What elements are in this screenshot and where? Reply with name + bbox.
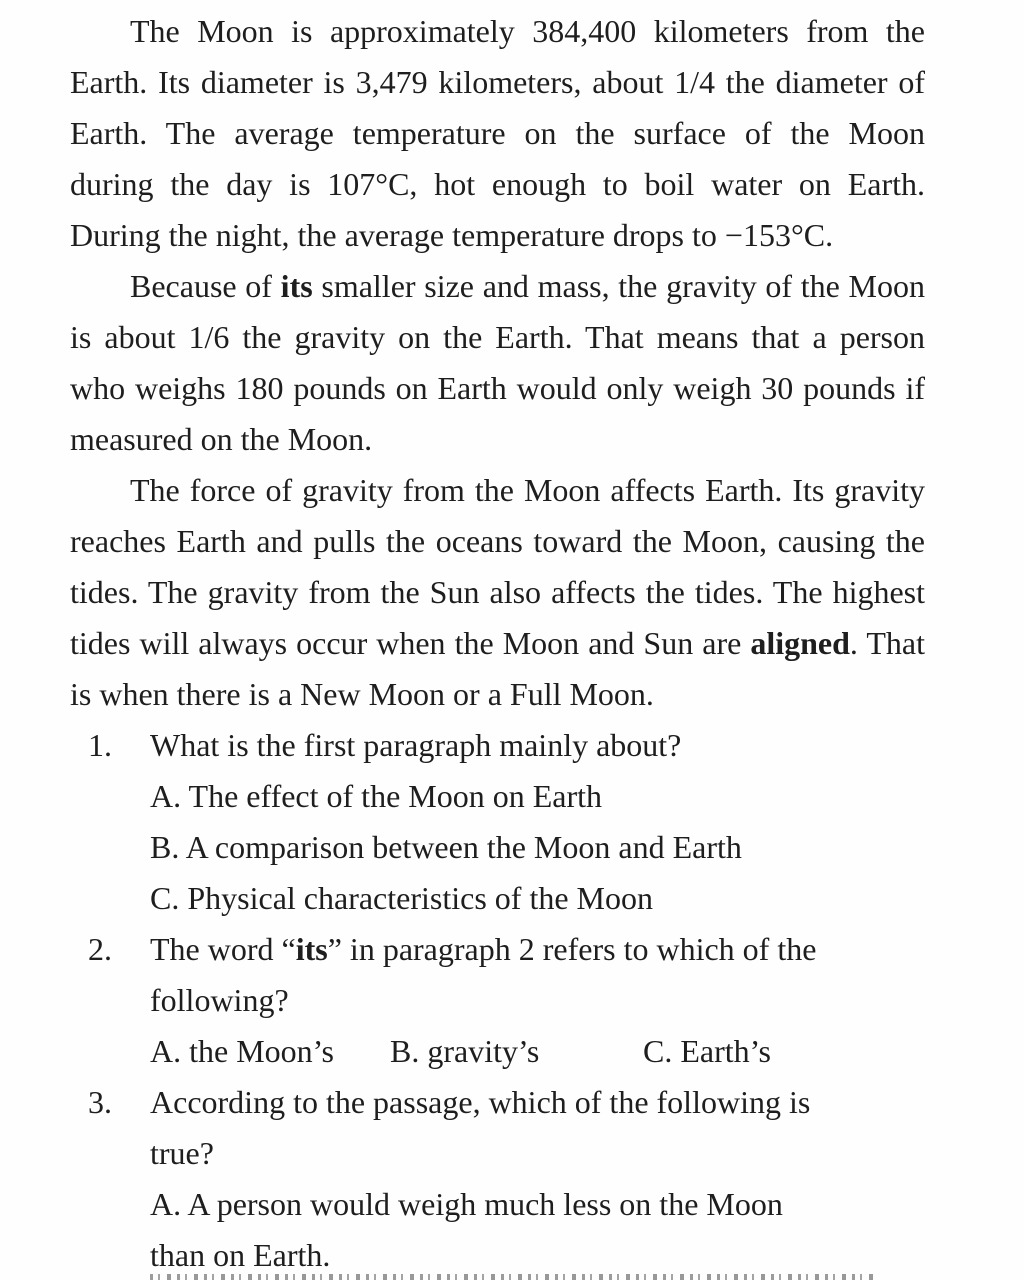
passage-paragraph	[70, 465, 925, 720]
question-body	[150, 720, 1024, 924]
passage-paragraph	[70, 261, 925, 465]
passage-line	[70, 6, 925, 57]
text-run: The force of gravity from the Moon affects Earth. Its gravity	[130, 472, 925, 508]
text-run: true?	[150, 1135, 214, 1171]
passage-line	[70, 516, 925, 567]
question-body	[150, 924, 1024, 1077]
passage-paragraph	[70, 6, 925, 261]
question-prompt-line	[150, 924, 1024, 975]
bold-text: its	[295, 931, 328, 967]
answer-option: B. A comparison between the Moon and Earth	[150, 829, 742, 865]
passage-line	[70, 261, 925, 312]
question-item	[88, 924, 1024, 1077]
cutoff-text-line	[150, 1274, 875, 1280]
text-run: who weighs 180 pounds on Earth would only weigh 30 pounds if	[70, 370, 925, 406]
passage-line	[70, 669, 925, 720]
text-run: Earth. The average temperature on the surface of the Moon	[70, 115, 925, 151]
question-prompt-line	[150, 720, 1024, 771]
text-run: is when there is a New Moon or a Full Moon.	[70, 676, 654, 712]
text-run: According to the passage, which of the following is	[150, 1084, 811, 1120]
passage-line	[70, 618, 925, 669]
text-run: reaches Earth and pulls the oceans toward the Moon, causing the	[70, 523, 925, 559]
text-run: ” in paragraph 2 refers to which of the	[327, 931, 817, 967]
text-run: measured on the Moon.	[70, 421, 373, 457]
question-number: 2.	[88, 931, 112, 967]
passage-line	[70, 312, 925, 363]
options-row	[150, 1026, 1024, 1077]
reading-passage	[70, 6, 925, 720]
answer-option: C. Physical characteristics of the Moon	[150, 880, 653, 916]
answer-option-continued: than on Earth.	[150, 1237, 331, 1273]
question-number: 1.	[88, 727, 112, 763]
text-run: smaller size and mass, the gravity of the Moon	[312, 268, 925, 304]
answer-option: C. Earth’s	[643, 1033, 771, 1069]
question-prompt-line	[150, 1128, 1024, 1179]
text-run: following?	[150, 982, 289, 1018]
answer-option: A. The effect of the Moon on Earth	[150, 778, 603, 814]
text-run: tides. The gravity from the Sun also affects the tides. The highest	[70, 574, 925, 610]
text-run: The word “	[150, 931, 296, 967]
text-run: The Moon is approximately 384,400 kilometers from the	[130, 13, 925, 49]
text-run: tides will always occur when the Moon and Sun are	[70, 625, 751, 661]
text-run: What is the first paragraph mainly about?	[150, 727, 682, 763]
question-item	[88, 1077, 1024, 1280]
question-body	[150, 1077, 1024, 1280]
question-number: 3.	[88, 1084, 112, 1120]
passage-line	[70, 363, 925, 414]
question-prompt-line	[150, 1077, 1024, 1128]
bold-text: aligned	[750, 625, 850, 661]
question-item	[88, 720, 1024, 924]
passage-line	[70, 57, 925, 108]
passage-line	[70, 414, 925, 465]
passage-line	[70, 210, 925, 261]
passage-line	[70, 567, 925, 618]
text-run: Earth. Its diameter is 3,479 kilometers, about 1/4 the diameter of	[70, 64, 925, 100]
text-run: during the day is 107°C, hot enough to boil water on Earth.	[70, 166, 925, 202]
answer-option: A. A person would weigh much less on the Moon	[150, 1186, 783, 1222]
text-run: During the night, the average temperature drops to −153°C.	[70, 217, 834, 253]
answer-option: B. gravity’s	[390, 1033, 540, 1069]
question-prompt-line	[150, 975, 1024, 1026]
passage-line	[70, 108, 925, 159]
answer-option: A. the Moon’s	[150, 1033, 334, 1069]
question-list	[88, 720, 1024, 1280]
text-run: is about 1/6 the gravity on the Earth. That means that a person	[70, 319, 925, 355]
text-run: . That	[849, 625, 925, 661]
text-run: Because of	[130, 268, 281, 304]
passage-line	[70, 465, 925, 516]
passage-line	[70, 159, 925, 210]
bold-text: its	[280, 268, 313, 304]
